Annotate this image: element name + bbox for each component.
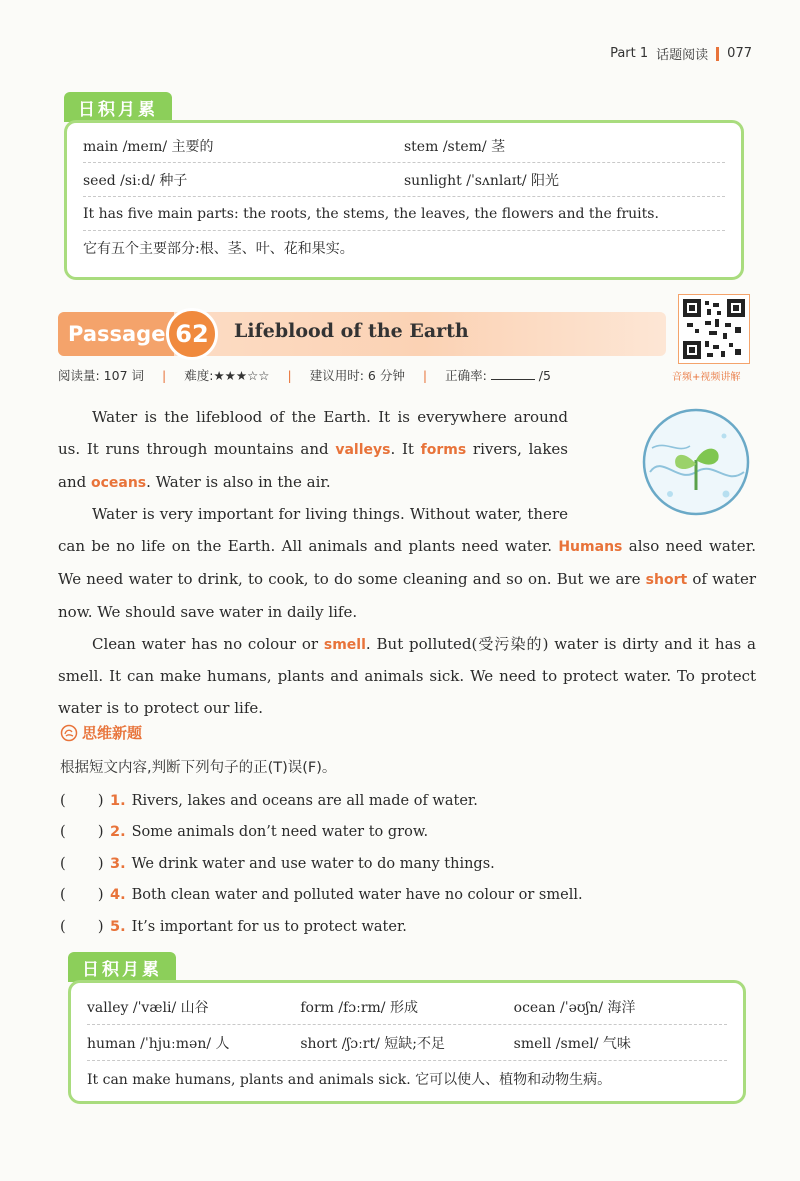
answer-blank[interactable]: ( ) bbox=[60, 792, 104, 809]
accuracy bbox=[445, 366, 551, 384]
question-number: 1. bbox=[110, 792, 126, 809]
vocab-word: ocean /ˈəʊʃn/ 海洋 bbox=[513, 999, 636, 1016]
earth-sprout-illustration bbox=[586, 402, 756, 522]
brain-icon bbox=[60, 724, 78, 742]
vocab-word: form /fɔːrm/ 形成 bbox=[300, 999, 418, 1016]
vocab-sentence-en: It has five main parts: the roots, the stems, the leaves, the flowers and the fruits. bbox=[83, 205, 659, 222]
vocab-word: valley /ˈvæli/ 山谷 bbox=[87, 999, 209, 1016]
question-text: Both clean water and polluted water have no colour or smell. bbox=[131, 887, 583, 904]
difficulty-stars: ★★★☆☆ bbox=[213, 368, 270, 383]
suggested-time: 建议用时: 6 分钟 bbox=[309, 368, 405, 383]
question-text: Rivers, lakes and oceans are all made of water. bbox=[131, 792, 478, 809]
accuracy-blank[interactable] bbox=[491, 368, 535, 380]
passage-body bbox=[58, 402, 756, 725]
text: Clean water has no colour or bbox=[92, 634, 324, 653]
word-count: 阅读量: 107 词 bbox=[58, 368, 145, 383]
keyword: valleys bbox=[335, 441, 391, 458]
page-header bbox=[610, 44, 752, 63]
header-divider bbox=[716, 47, 719, 61]
vocab-row bbox=[83, 129, 725, 163]
meta-separator: | bbox=[287, 367, 292, 383]
text: . Water is also in the air. bbox=[146, 472, 331, 491]
vocab-box-1 bbox=[64, 120, 744, 280]
vocab-word: seed /siːd/ 种子 bbox=[83, 172, 188, 189]
question-item bbox=[60, 880, 583, 912]
question-text: We drink water and use water to do many things. bbox=[131, 855, 495, 872]
question-item bbox=[60, 785, 583, 817]
question-list bbox=[60, 785, 583, 943]
passage-title: Lifeblood of the Earth bbox=[234, 320, 469, 342]
page-number: 077 bbox=[727, 46, 752, 61]
question-item bbox=[60, 911, 583, 943]
text: Water is the lifeblood of the Earth. It is everywhere around us. It runs through mountains and bbox=[58, 408, 568, 458]
qr-caption: 音频+视频讲解 bbox=[672, 372, 741, 383]
keyword: short bbox=[645, 571, 688, 588]
question-text: Some animals don’t need water to grow. bbox=[131, 824, 429, 841]
exercise-instruction: 根据短文内容,判断下列句子的正(T)误(F)。 bbox=[60, 760, 337, 776]
difficulty bbox=[184, 366, 269, 384]
accuracy-total: /5 bbox=[538, 368, 551, 383]
answer-blank[interactable]: ( ) bbox=[60, 824, 104, 841]
question-item bbox=[60, 817, 583, 849]
keyword: oceans bbox=[90, 474, 147, 491]
question-number: 5. bbox=[110, 918, 126, 935]
keyword: forms bbox=[420, 441, 467, 458]
vocab-row bbox=[87, 1061, 727, 1097]
text: . It bbox=[390, 439, 421, 458]
vocab-word: sunlight /ˈsʌnlaɪt/ 阳光 bbox=[404, 172, 559, 189]
vocab-word: human /ˈhjuːmən/ 人 bbox=[87, 1035, 230, 1052]
question-number: 4. bbox=[110, 887, 126, 904]
question-item bbox=[60, 848, 583, 880]
text: Water is very important for living things. Without water, there can be no life on the Earth. All animals and plants need water. bbox=[58, 505, 568, 556]
answer-blank[interactable]: ( ) bbox=[60, 887, 104, 904]
vocab-box-2 bbox=[68, 980, 746, 1104]
qr-code[interactable] bbox=[678, 294, 750, 364]
text: of water now. We should save water in daily life. bbox=[58, 569, 756, 621]
vocab-tag: 日积月累 bbox=[64, 92, 172, 122]
difficulty-label: 难度: bbox=[184, 368, 214, 383]
qr-code-icon bbox=[683, 299, 745, 359]
vocab-row bbox=[87, 1025, 727, 1061]
keyword: smell bbox=[323, 636, 366, 653]
vocab-row bbox=[83, 231, 725, 265]
answer-blank[interactable]: ( ) bbox=[60, 855, 104, 872]
text: . But polluted(受污染的) water is dirty and it has a smell. It can make humans, plants and animals sick. We need to protect water. To protect water is to protect our life. bbox=[58, 634, 756, 718]
vocab-word: smell /smel/ 气味 bbox=[513, 1035, 631, 1052]
exercise-title-text: 思维新题 bbox=[82, 724, 143, 742]
vocab-row bbox=[83, 163, 725, 197]
section-label: 话题阅读 bbox=[656, 48, 709, 63]
vocab-row bbox=[87, 989, 727, 1025]
vocab-tag: 日积月累 bbox=[68, 952, 176, 982]
vocab-row bbox=[83, 197, 725, 231]
question-number: 2. bbox=[110, 824, 126, 841]
answer-blank[interactable]: ( ) bbox=[60, 918, 104, 935]
part-label: Part 1 bbox=[610, 46, 649, 61]
question-text: It’s important for us to protect water. bbox=[131, 918, 407, 935]
passage-meta bbox=[58, 366, 551, 384]
text: rivers, lakes and bbox=[58, 439, 568, 491]
question-number: 3. bbox=[110, 855, 126, 872]
passage-number: 62 bbox=[166, 308, 218, 360]
keyword: Humans bbox=[558, 539, 623, 556]
paragraph-3 bbox=[58, 629, 756, 725]
vocab-sentence-zh: 它有五个主要部分:根、茎、叶、花和果实。 bbox=[83, 241, 354, 257]
vocab-word: stem /stem/ 茎 bbox=[404, 138, 506, 155]
exercise-title bbox=[60, 722, 142, 743]
vocab-sentence: It can make humans, plants and animals sick. 它可以使人、植物和动物生病。 bbox=[87, 1072, 612, 1088]
text: also need water. We need water to drink, to cook, to do some cleaning and so on. But we are bbox=[58, 537, 756, 588]
meta-separator: | bbox=[422, 367, 428, 383]
meta-separator: | bbox=[162, 367, 167, 383]
passage-label: Passage bbox=[58, 312, 174, 356]
vocab-word: short /ʃɔːrt/ 短缺;不足 bbox=[300, 1035, 446, 1052]
accuracy-label: 正确率: bbox=[445, 368, 487, 383]
vocab-word: main /meɪn/ 主要的 bbox=[83, 138, 214, 155]
